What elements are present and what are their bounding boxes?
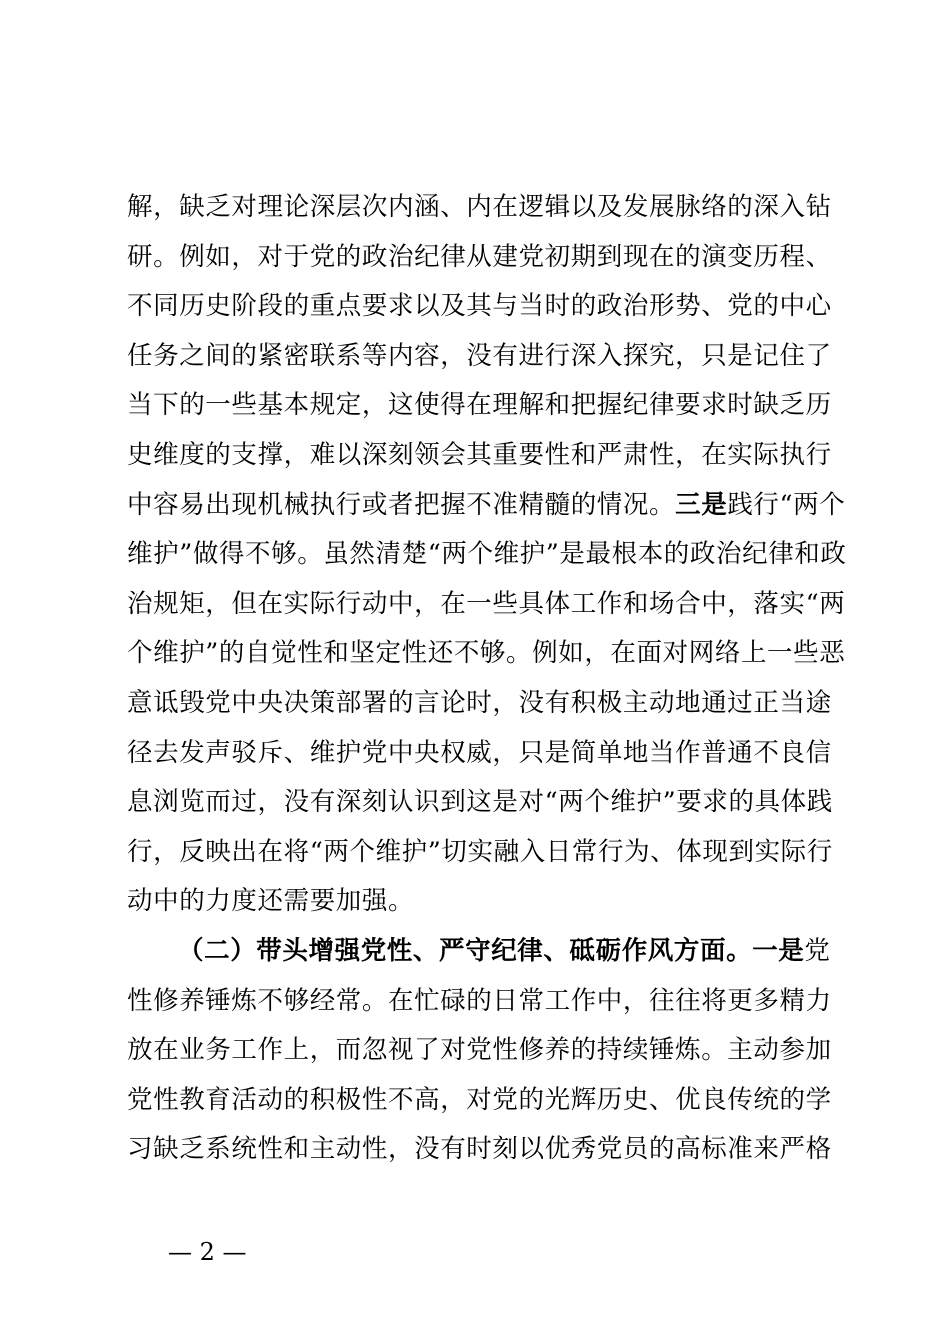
text-line: 径去发声驳斥、维护党中央权威，只是简单地当作普通不良信 <box>127 737 832 768</box>
text-line: 史维度的支撑，难以深刻领会其重要性和严肃性，在实际执行 <box>127 439 832 470</box>
text-line: 个维护”的自觉性和坚定性还不够。例如，在面对网络上一些恶 <box>127 638 846 669</box>
text-line: 动中的力度还需要加强。 <box>127 886 415 917</box>
text-line: 中容易出现机械执行或者把握不准精髓的情况。三是践行“两个 <box>127 489 846 520</box>
text-line: 党性教育活动的积极性不高，对党的光辉历史、优良传统的学 <box>127 1084 832 1115</box>
body-text <box>127 183 847 1175</box>
text-line: 解，缺乏对理论深层次内涵、内在逻辑以及发展脉络的深入钻 <box>127 192 832 222</box>
text-line: 当下的一些基本规定，这使得在理解和把握纪律要求时缺乏历 <box>127 390 832 421</box>
bold-marker: 一是 <box>752 935 805 966</box>
text-line: 息浏览而过，没有深刻认识到这是对“两个维护”要求的具体践 <box>127 787 833 818</box>
section-heading: （二）带头增强党性、严守纪律、砥砺作风方面。 <box>178 935 753 966</box>
text-line: 放在业务工作上，而忽视了对党性修养的持续锤炼。主动参加 <box>127 1035 832 1066</box>
page-number: — 2 — <box>168 1238 247 1266</box>
section-heading-line: （二）带头增强党性、严守纪律、砥砺作风方面。一是党 <box>178 935 831 966</box>
text-line: 行，反映出在将“两个维护”切实融入日常行为、体现到实际行 <box>127 836 833 867</box>
text-line: 习缺乏系统性和主动性，没有时刻以优秀党员的高标准来严格 <box>127 1134 832 1165</box>
bold-marker: 三是 <box>675 489 728 520</box>
text-line: 不同历史阶段的重点要求以及其与当时的政治形势、党的中心 <box>127 291 832 322</box>
text-line: 治规矩，但在实际行动中，在一些具体工作和场合中，落实“两 <box>127 588 846 619</box>
text-line: 意诋毁党中央决策部署的言论时，没有积极主动地通过正当途 <box>127 687 832 718</box>
text-line: 研。例如，对于党的政治纪律从建党初期到现在的演变历程、 <box>127 241 832 272</box>
text-line: 维护”做得不够。虽然清楚“两个维护”是最根本的政治纪律和政 <box>127 539 847 570</box>
text-line: 任务之间的紧密联系等内容，没有进行深入探究，只是记住了 <box>127 340 832 371</box>
text-line: 性修养锤炼不够经常。在忙碌的日常工作中，往往将更多精力 <box>127 985 832 1016</box>
